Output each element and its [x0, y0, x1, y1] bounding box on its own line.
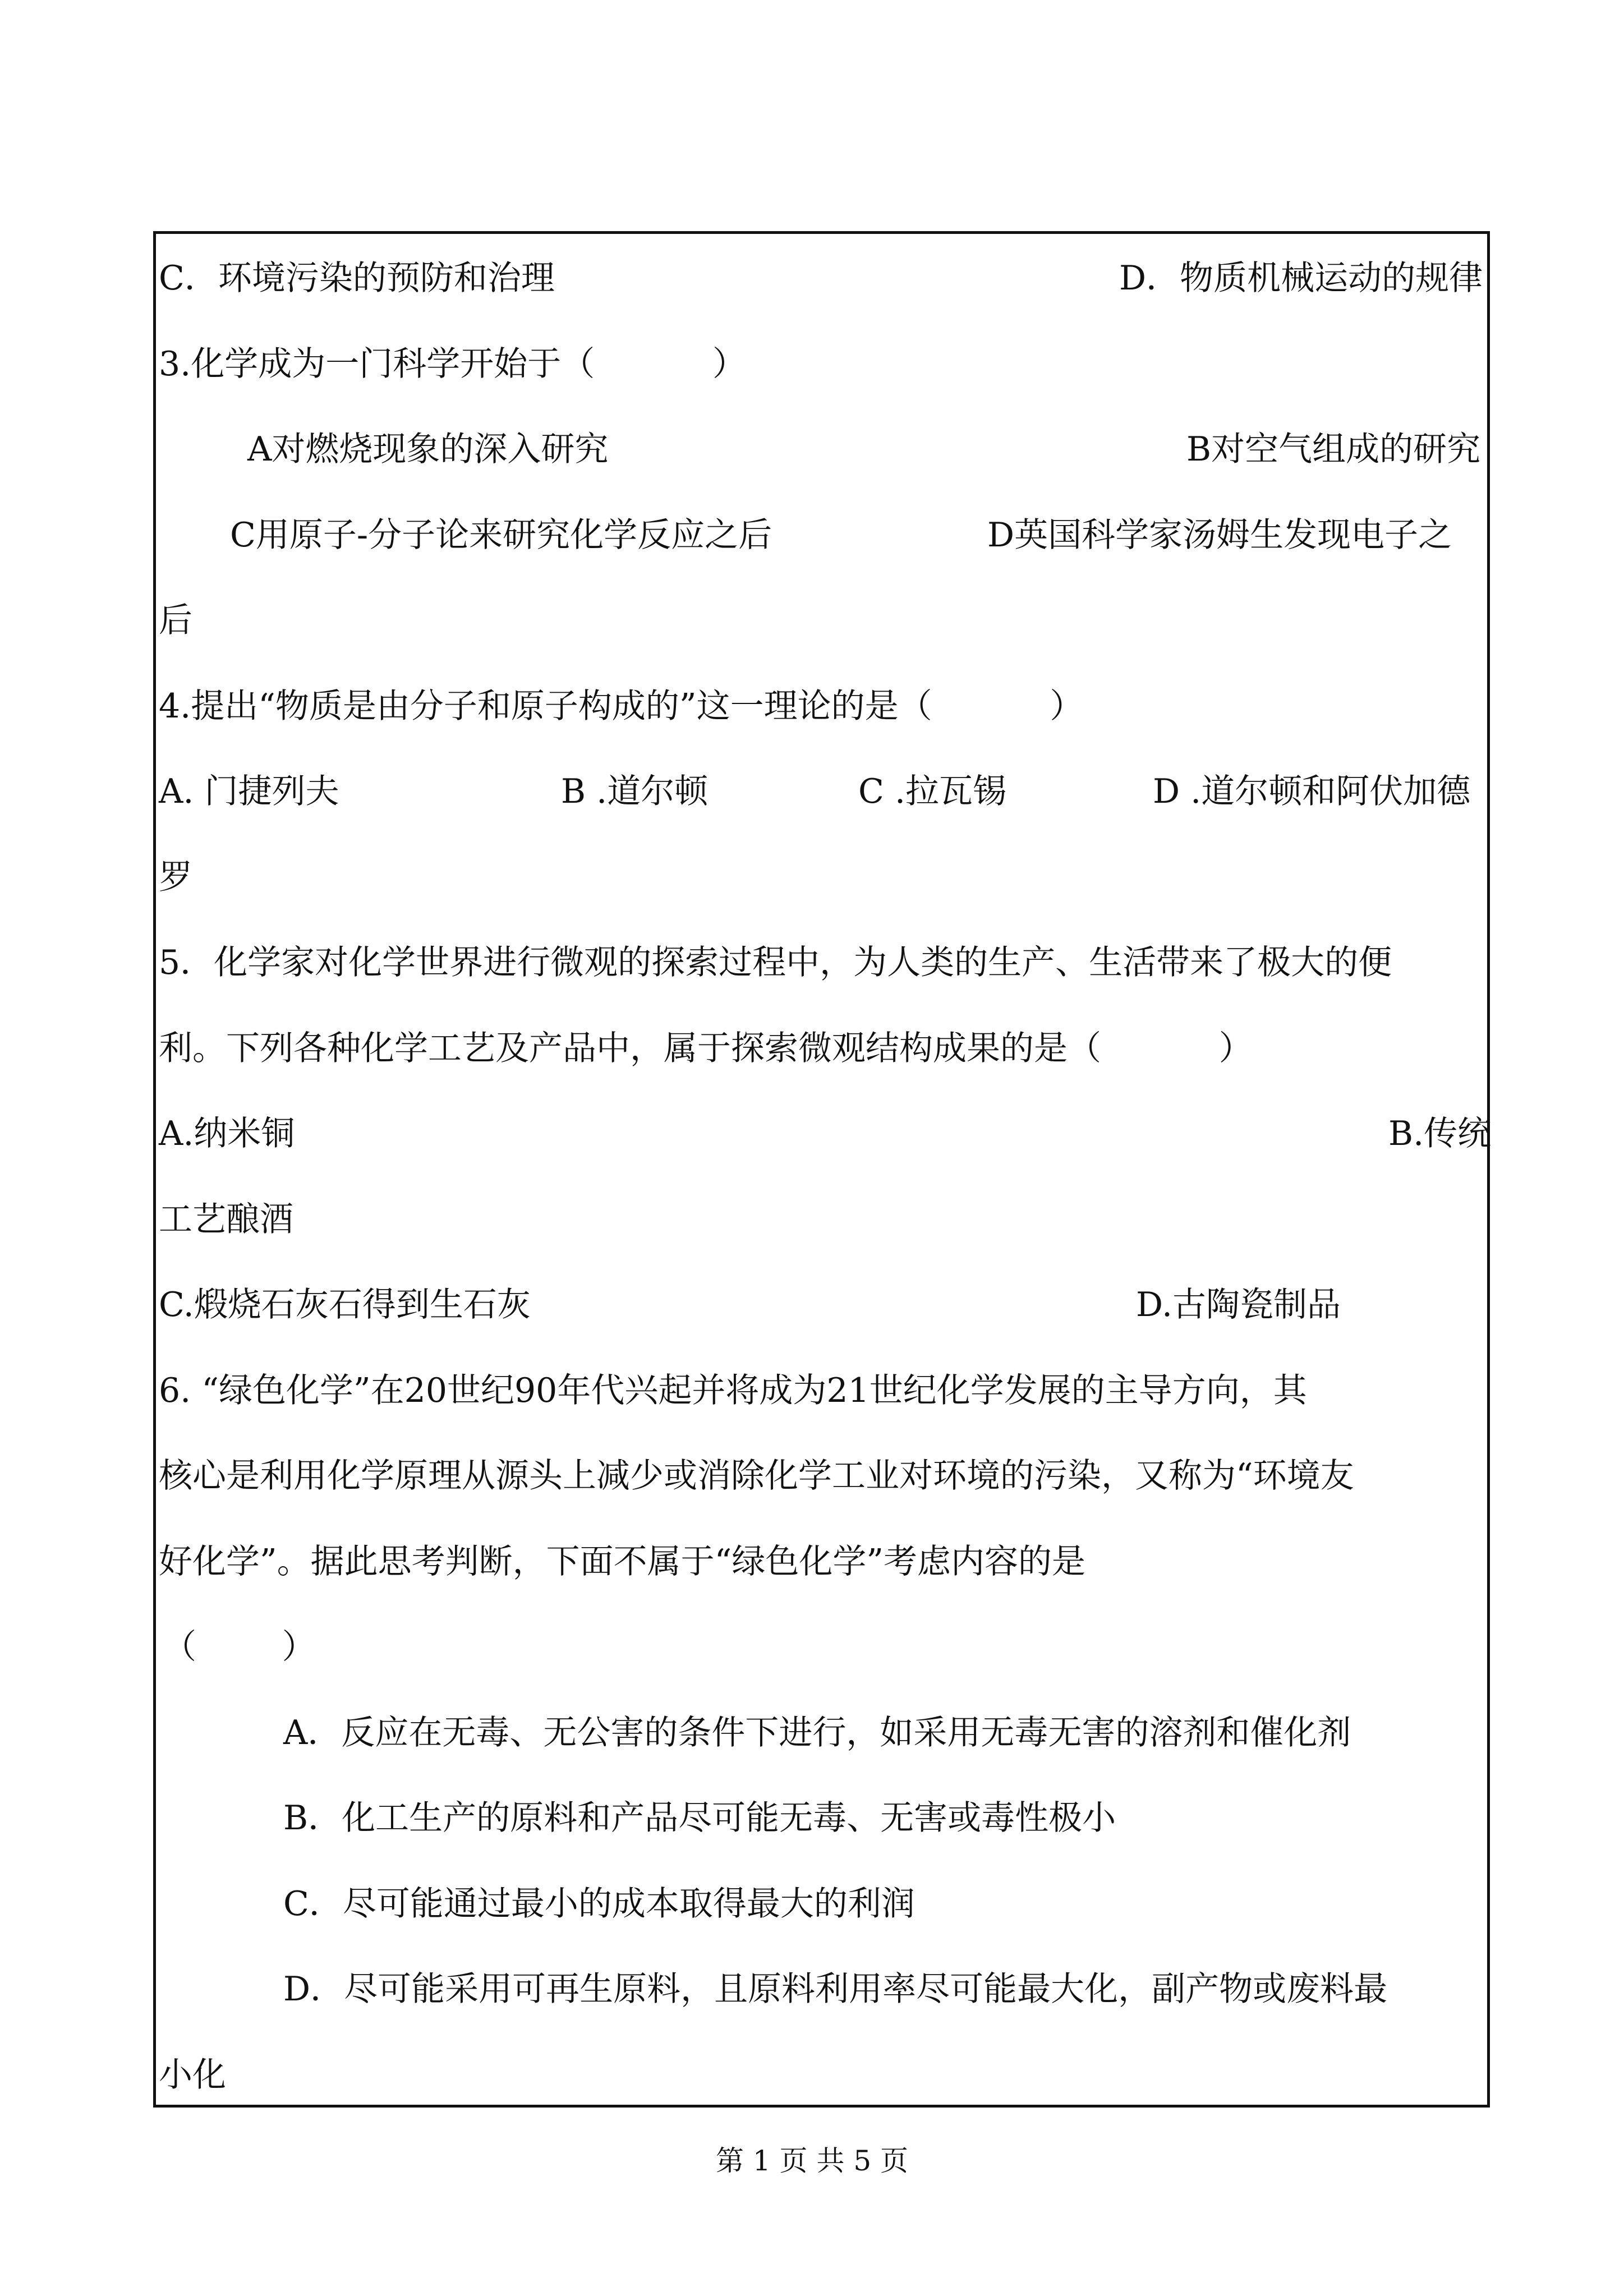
q6-stem-line-2: 核心是利用化学原理从源头上减少或消除化学工业对环境的污染，又称为“环境友: [159, 1456, 1354, 1496]
q3-stem: 3.化学成为一门科学开始于（ ）: [159, 344, 747, 384]
q5-option-c: C.煅烧石灰石得到生石灰: [159, 1285, 531, 1324]
q4-stem: 4.提出“物质是由分子和原子构成的”这一理论的是（ ）: [159, 687, 1084, 726]
q6-option-a: A．反应在无毒、无公害的条件下进行，如采用无毒无害的溶剂和催化剂: [283, 1713, 1351, 1752]
q6-stem-line-3: 好化学”。据此思考判断，下面不属于“绿色化学”考虑内容的是: [159, 1542, 1086, 1581]
q6-option-d: D．尽可能采用可再生原料，且原料利用率尽可能最大化，副产物或废料最: [283, 1970, 1388, 2009]
q3-option-b: B对空气组成的研究: [1186, 430, 1481, 469]
q4-option-d: D .道尔顿和阿伏加德: [1153, 772, 1471, 811]
q3-option-a: A对燃烧现象的深入研究: [247, 430, 609, 469]
q2-option-d: D．物质机械运动的规律: [1119, 259, 1483, 298]
q4-option-b: B .道尔顿: [561, 772, 709, 811]
q5-option-b-wrap: 工艺酿酒: [159, 1200, 293, 1239]
q4-option-d-wrap: 罗: [159, 858, 192, 897]
q5-option-d: D.古陶瓷制品: [1136, 1285, 1341, 1324]
q4-option-a: A. 门捷列夫: [159, 772, 339, 811]
q2-option-c: C．环境污染的预防和治理: [159, 259, 555, 298]
q6-option-d-wrap: 小化: [159, 2055, 226, 2095]
q5-stem-line-1: 5．化学家对化学世界进行微观的探索过程中，为人类的生产、生活带来了极大的便: [159, 943, 1392, 982]
q6-answer-blank: （ ）: [163, 1627, 316, 1667]
q3-option-d-wrap: 后: [159, 601, 192, 640]
q5-option-a: A.纳米铜: [159, 1114, 295, 1153]
q6-stem-line-1: 6. “绿色化学”在20世纪90年代兴起并将成为21世纪化学发展的主导方向，其: [159, 1371, 1307, 1410]
q4-option-c: C .拉瓦锡: [858, 772, 1007, 811]
q6-option-c: C．尽可能通过最小的成本取得最大的利润: [283, 1884, 915, 1924]
q6-option-b: B．化工生产的原料和产品尽可能无毒、无害或毒性极小: [283, 1798, 1116, 1838]
page-footer: 第 1 页 共 5 页: [715, 2145, 909, 2177]
q5-stem-line-2: 利。下列各种化学工艺及产品中，属于探索微观结构成果的是（ ）: [159, 1029, 1253, 1068]
q3-option-c: C用原子-分子论来研究化学反应之后: [230, 516, 772, 555]
q5-option-b: B.传统: [1388, 1114, 1492, 1153]
q3-option-d: D英国科学家汤姆生发现电子之: [987, 516, 1452, 555]
